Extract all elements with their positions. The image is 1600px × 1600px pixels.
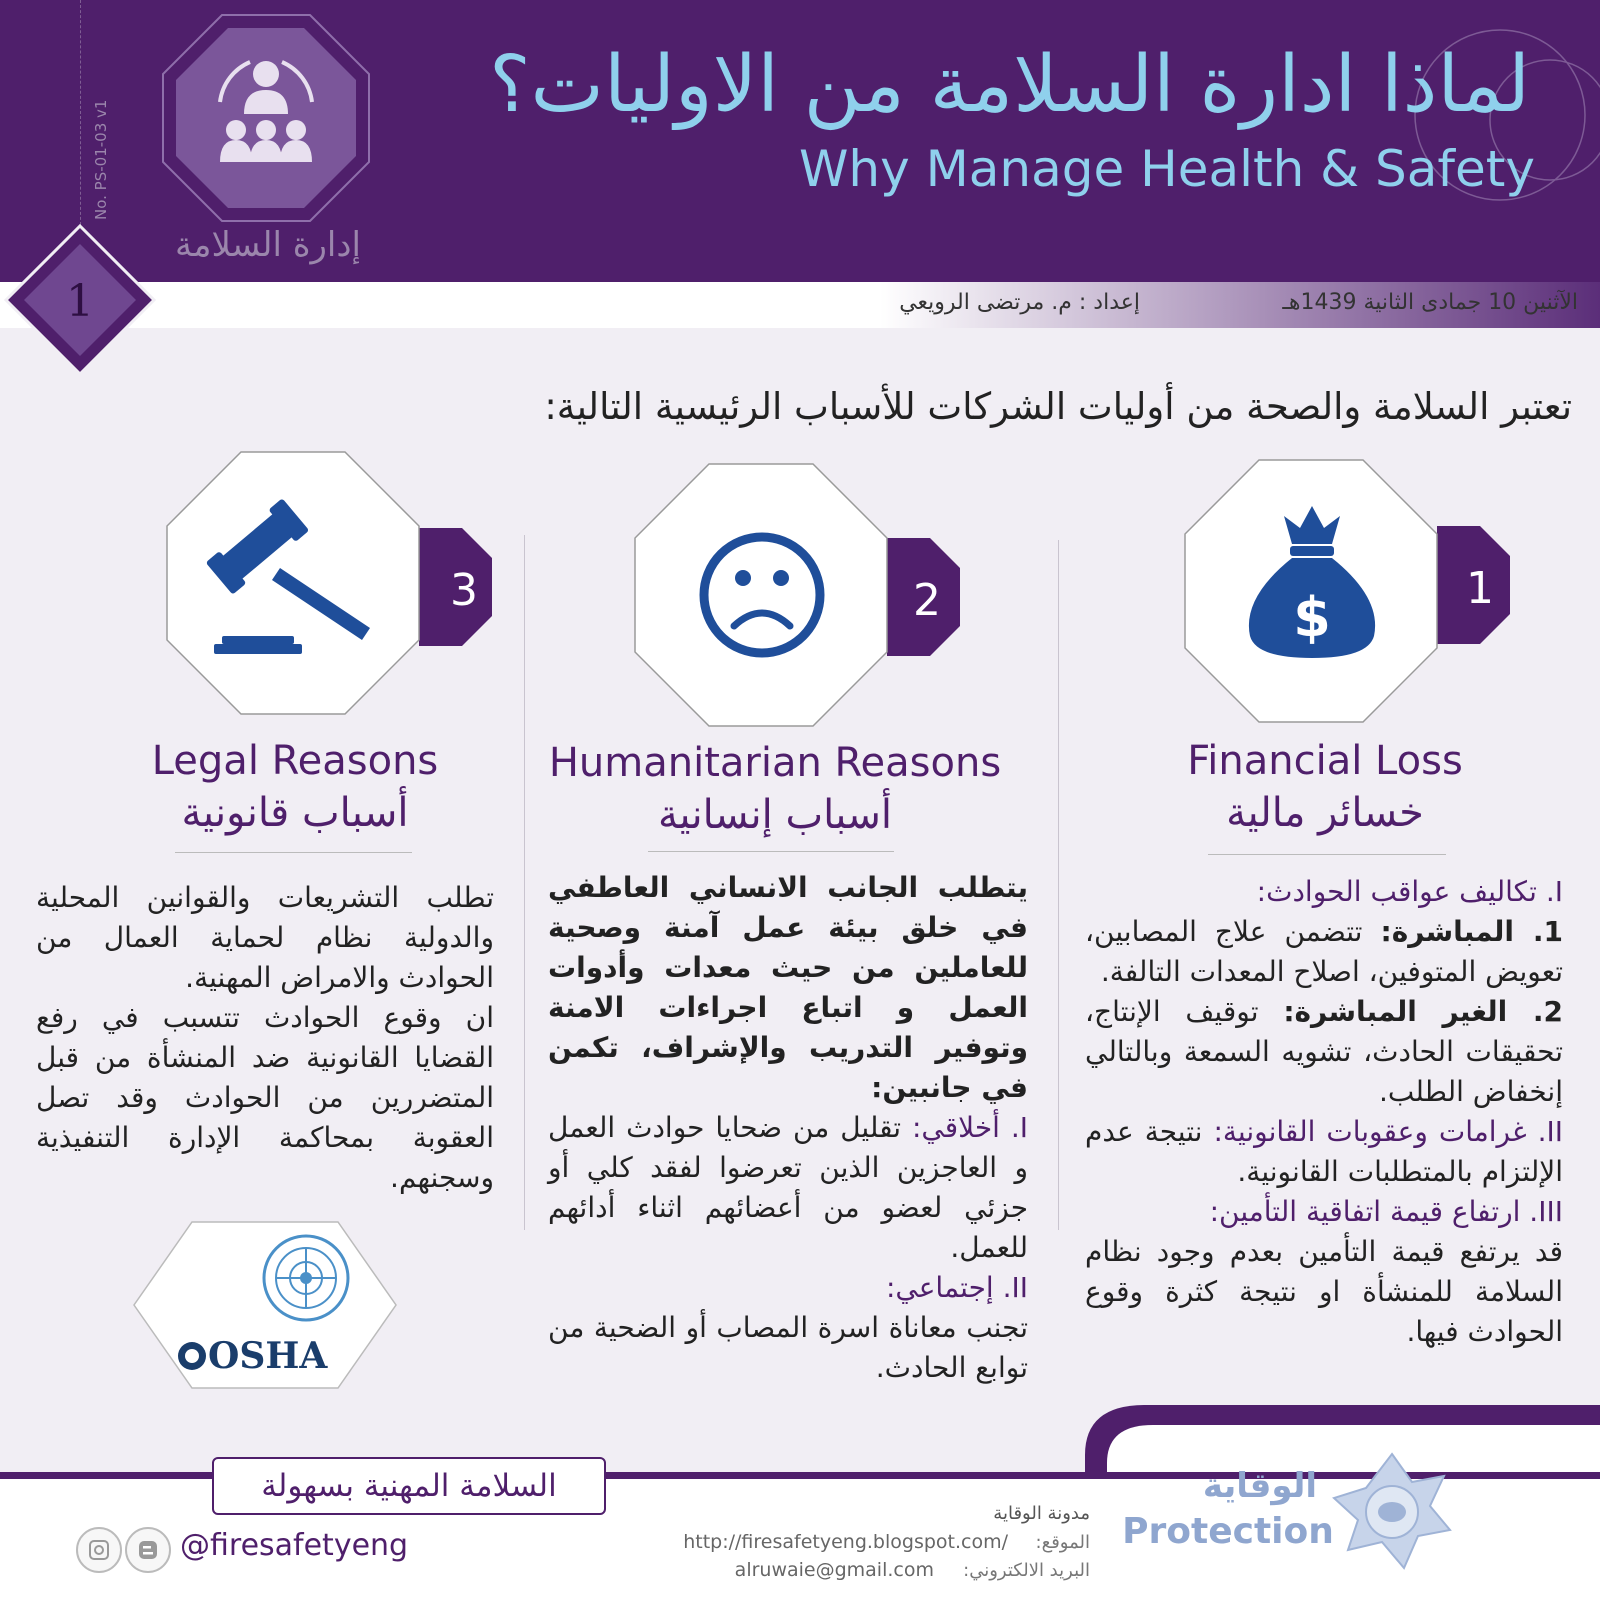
humanitarian-point-1: I. أخلاقي: تقليل من ضحايا حوادث العمل و العاجزين الذين تعرضوا لفقد كلي أو جزئي لعضو من أعضائهم اثناء أدائهم للعمل. bbox=[548, 1111, 1028, 1264]
website-link[interactable]: http://firesafetyeng.blogspot.com/ bbox=[683, 1531, 1008, 1553]
reason-number: 1 bbox=[1466, 563, 1494, 614]
humanitarian-icon-card bbox=[630, 462, 975, 732]
svg-text:$: $ bbox=[1293, 586, 1331, 649]
reason-number: 2 bbox=[913, 575, 941, 626]
logo-label: إدارة السلامة bbox=[175, 225, 361, 265]
social-handle[interactable]: @firesafetyeng bbox=[180, 1528, 409, 1563]
protection-emblem-icon bbox=[1334, 1454, 1450, 1568]
financial-point-1-1: 1. المباشرة: تتضمن علاج المصابين، تعويض المتوفين، اصلاح المعدات التالفة. bbox=[1085, 915, 1563, 988]
blogger-icon[interactable] bbox=[125, 1527, 171, 1573]
column-title-legal-en: Legal Reasons bbox=[151, 738, 439, 784]
financial-icon-card bbox=[1180, 458, 1525, 728]
safety-management-logo bbox=[160, 12, 372, 224]
title-underline bbox=[648, 851, 894, 852]
financial-point-3-text: قد يرتفع قيمة التأمين بعدم وجود نظام السلامة للمنشأة او نتيجة كثرة وقوع الحوادث فيها. bbox=[1085, 1235, 1563, 1348]
email-label: البريد الالكتروني: bbox=[963, 1560, 1090, 1581]
issue-number-badge bbox=[0, 220, 160, 380]
title-underline bbox=[1208, 854, 1446, 855]
publish-date: الآثنين 10 جمادى الثانية 1439هـ bbox=[1282, 290, 1578, 315]
page-title-arabic: لماذا ادارة السلامة من الاوليات؟ bbox=[489, 40, 1530, 130]
slogan-box: السلامة المهنية بسهولة bbox=[212, 1457, 606, 1515]
column-title-legal-ar: أسباب قانونية bbox=[181, 790, 409, 836]
instagram-icon[interactable] bbox=[76, 1527, 122, 1573]
column-title-humanitarian-en: Humanitarian Reasons bbox=[548, 740, 1002, 786]
humanitarian-point-2-text: تجنب معاناة اسرة المصاب أو الضحية من توابع الحادث. bbox=[548, 1311, 1028, 1384]
column-title-humanitarian-ar: أسباب إنسانية bbox=[657, 792, 893, 838]
humanitarian-body bbox=[548, 868, 1028, 1388]
legal-body bbox=[36, 878, 494, 1198]
document-number: No. PS-01-03 v1 bbox=[92, 99, 110, 220]
email-link[interactable]: alruwaie@gmail.com bbox=[734, 1559, 934, 1581]
website-label: الموقع: bbox=[1035, 1532, 1090, 1553]
author: إعداد : م. مرتضى الرويعي bbox=[899, 290, 1140, 315]
protection-logo-en: Protection bbox=[1122, 1511, 1334, 1552]
humanitarian-point-2: II. إجتماعي: bbox=[885, 1271, 1028, 1304]
protection-logo-ar: الوقاية bbox=[1202, 1466, 1318, 1506]
column-title-financial-en: Financial Loss bbox=[1187, 738, 1463, 784]
un-emblem-icon bbox=[264, 1236, 348, 1320]
protection-logo bbox=[1122, 1445, 1470, 1580]
legal-paragraph-2: ان وقوع الحوادث تتسبب في رفع القضايا القانونية ضد المنشأة من قبل المتضررين من الحوادث وقد تصل العقوبة بمحاكمة الإدارة التنفيذية وسجنهم. bbox=[36, 1001, 494, 1194]
blog-name: مدونة الوقاية bbox=[993, 1503, 1090, 1524]
column-title-financial-ar: خسائر مالية bbox=[1226, 790, 1424, 836]
financial-point-1: I. تكاليف عواقب الحوادث: bbox=[1256, 875, 1563, 908]
page-title-english: Why Manage Health & Safety bbox=[798, 140, 1535, 198]
financial-body bbox=[1085, 872, 1563, 1352]
issue-number: 1 bbox=[66, 276, 94, 327]
title-underline bbox=[175, 852, 412, 853]
header-divider bbox=[80, 0, 81, 230]
financial-point-1-2: 2. الغير المباشرة: توقيف الإنتاج، تحقيقات الحادث، تشويه السمعة وبالتالي إنخفاض الطلب. bbox=[1085, 995, 1563, 1108]
partner-logos-card bbox=[130, 1220, 400, 1390]
reason-number: 3 bbox=[450, 565, 478, 616]
financial-point-3: III. ارتفاع قيمة اتفاقية التأمين: bbox=[1209, 1195, 1563, 1228]
osha-logo-text: OSHA bbox=[208, 1335, 328, 1377]
intro-text: تعتبر السلامة والصحة من أوليات الشركات للأسباب الرئيسية التالية: bbox=[544, 385, 1572, 428]
legal-paragraph-1: تطلب التشريعات والقوانين المحلية والدولية نظام لحماية العمال من الحوادث والامراض المهنية. bbox=[36, 881, 494, 994]
column-separator bbox=[524, 535, 525, 1230]
humanitarian-lead: يتطلب الجانب الانساني العاطفي في خلق بيئة عمل آمنة وصحية للعاملين من حيث معدات وأدوات العمل و اتباع اجراءات الامنة وتوفير التدريب والإشراف، تكمن في جانبين: bbox=[548, 871, 1028, 1104]
financial-point-2: II. غرامات وعقوبات القانونية: نتيجة عدم الإلتزام بالمتطلبات القانونية. bbox=[1085, 1115, 1563, 1188]
column-separator bbox=[1058, 540, 1059, 1230]
legal-icon-card bbox=[162, 450, 507, 720]
